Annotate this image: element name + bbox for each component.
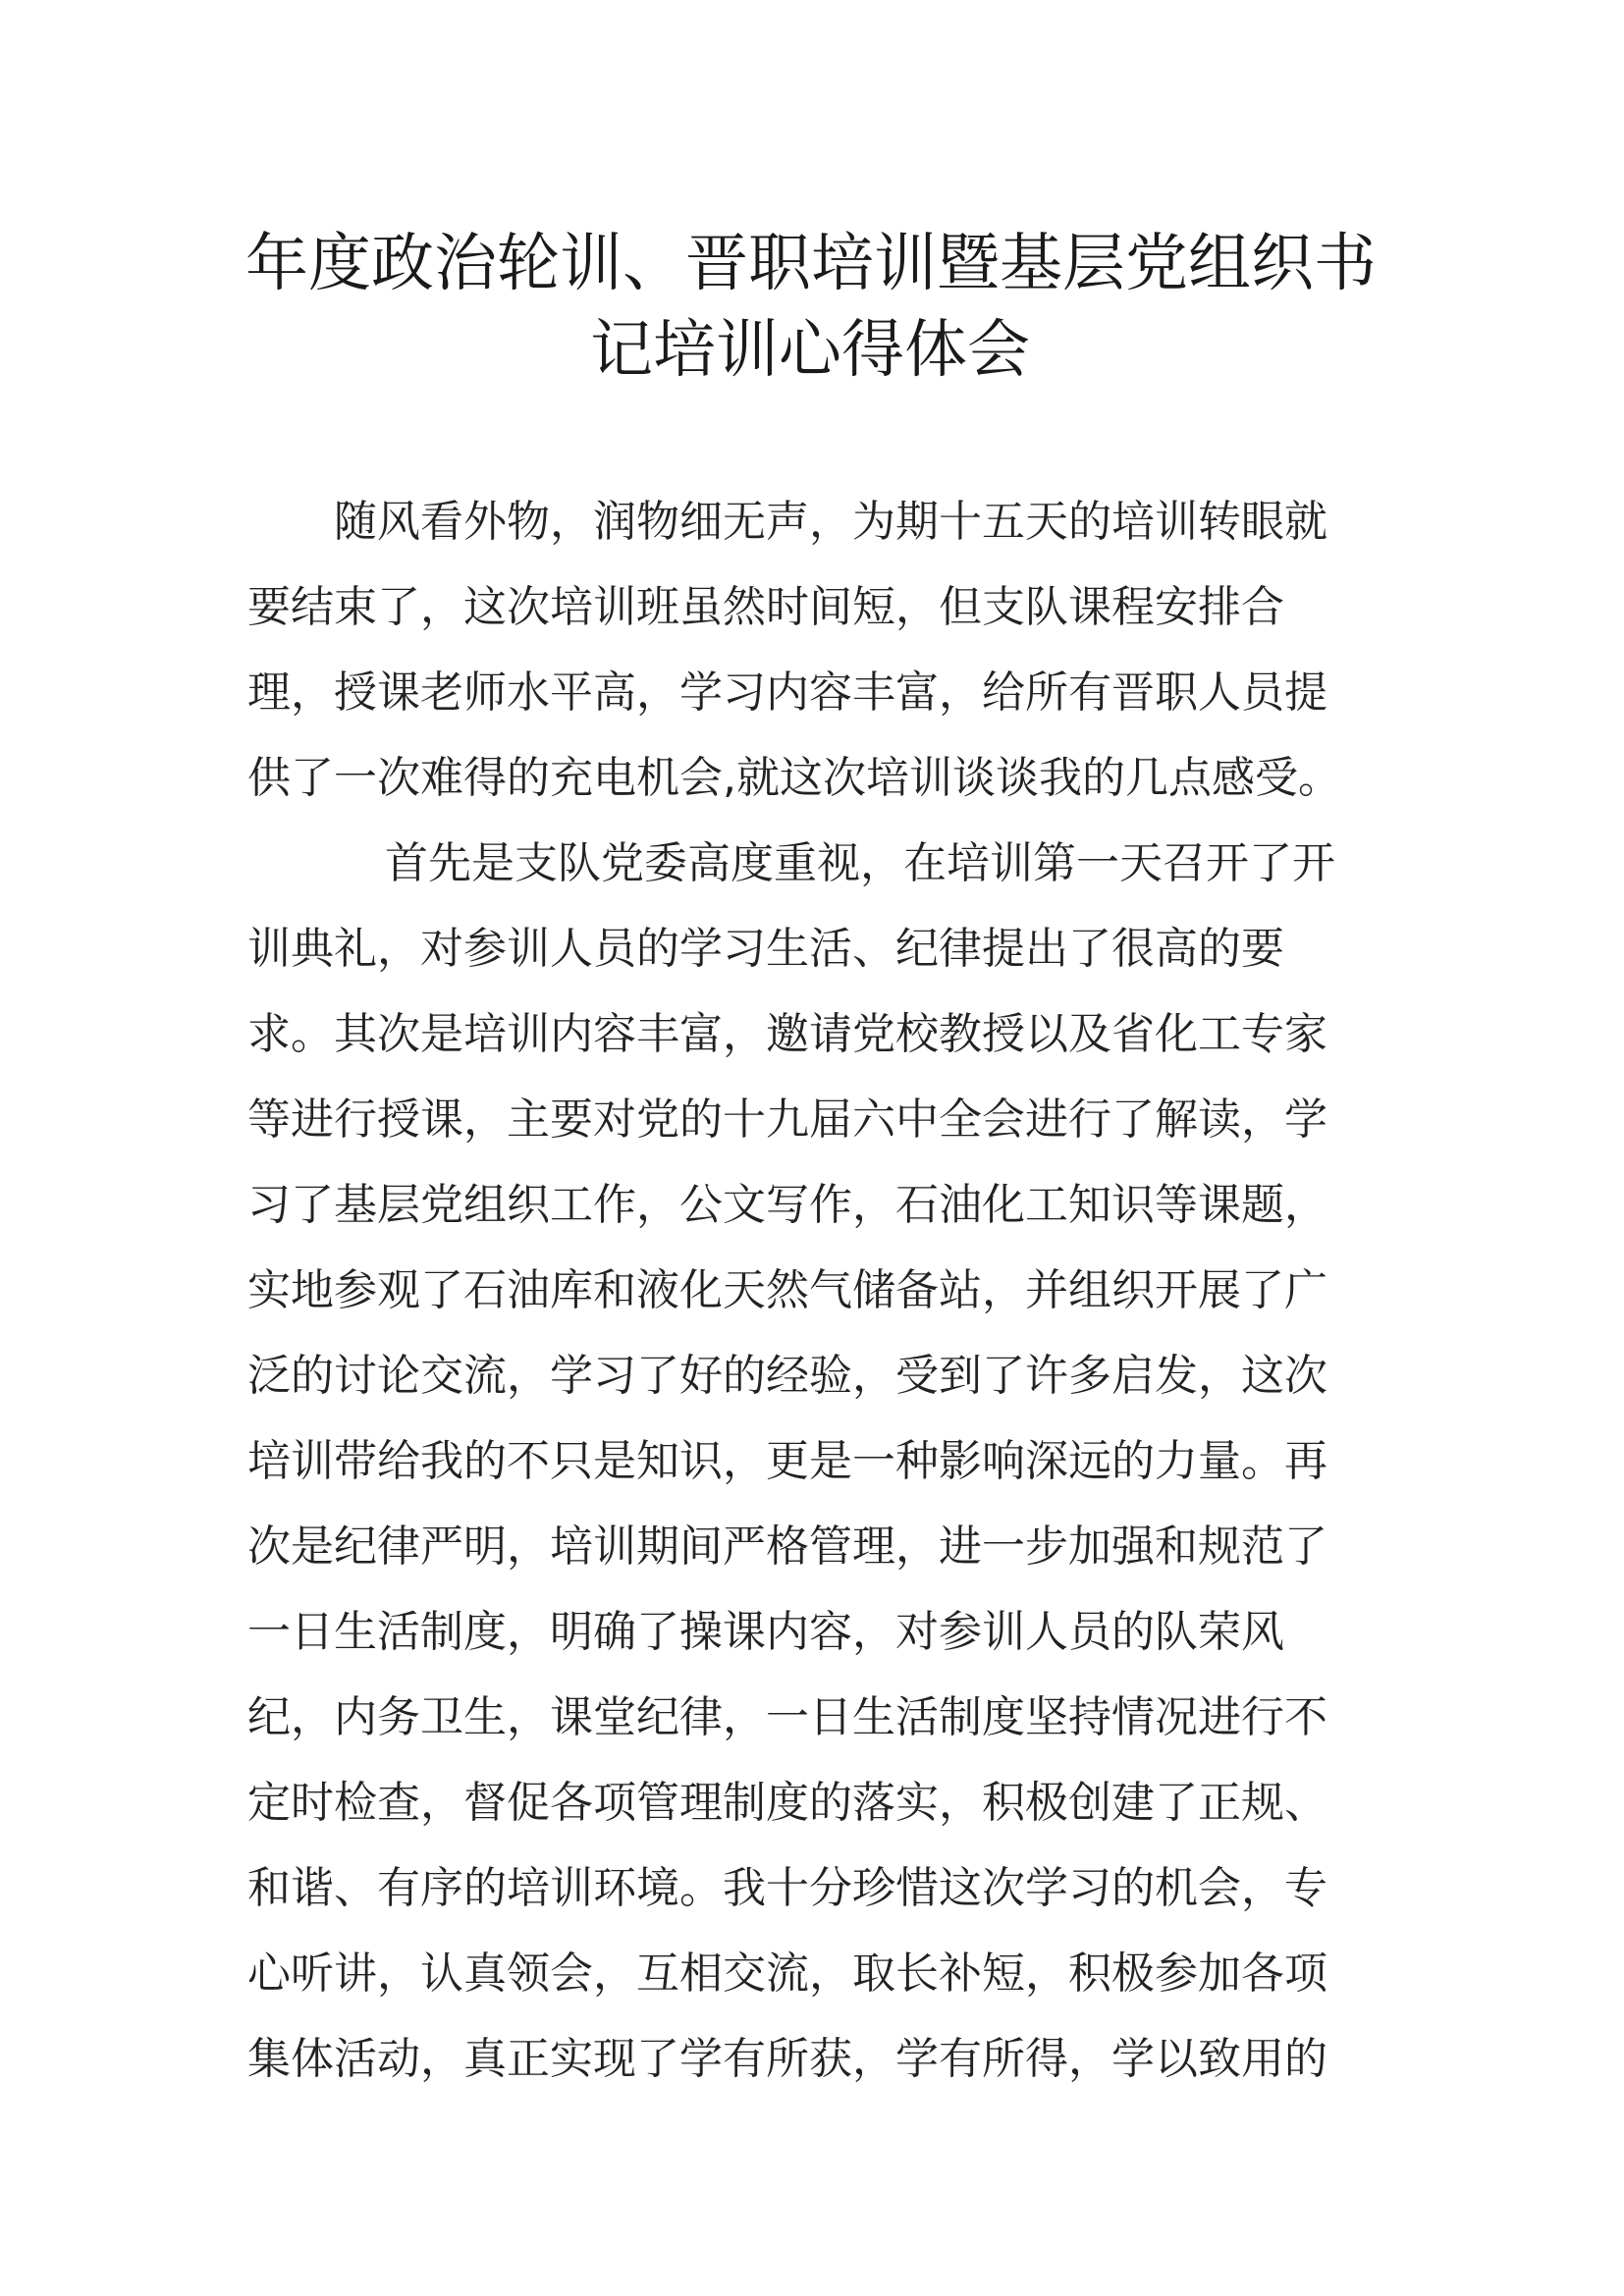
paragraph-1-line: 要结束了，这次培训班虽然时间短，但支队课程安排合 xyxy=(247,582,1284,632)
title-line-2: 记培训心得体会 xyxy=(590,314,1030,387)
paragraph-2-line: 心听讲，认真领会，互相交流，取长补短，积极参加各项 xyxy=(247,1949,1327,1999)
paragraph-2-line: 求。其次是培训内容丰富，邀请党校教授以及省化工专家 xyxy=(247,1009,1327,1059)
paragraph-2-line: 实地参观了石油库和液化天然气储备站，并组织开展了广 xyxy=(247,1265,1327,1315)
paragraph-2-line: 等进行授课，主要对党的十九届六中全会进行了解读，学 xyxy=(247,1095,1327,1145)
paragraph-2-line: 习了基层党组织工作，公文写作，石油化工知识等课题， xyxy=(247,1180,1327,1230)
paragraph-2-line: 首先是支队党委高度重视，在培训第一天召开了开 xyxy=(385,838,1335,888)
paragraph-2-line: 培训带给我的不只是知识，更是一种影响深远的力量。再 xyxy=(247,1436,1327,1486)
paragraph-2-line: 纪，内务卫生，课堂纪律，一日生活制度坚持情况进行不 xyxy=(247,1692,1327,1742)
document-body xyxy=(247,479,1367,2102)
paragraph-1-line: 供了一次难得的充电机会,就这次培训谈谈我的几点感受。 xyxy=(247,753,1341,803)
paragraph-2-line: 训典礼，对参训人员的学习生活、纪律提出了很高的要 xyxy=(247,924,1284,974)
paragraph-1-line: 理，授课老师水平高，学习内容丰富，给所有晋职人员提 xyxy=(247,667,1327,718)
title-line-1: 年度政治轮训、晋职培训暨基层党组织书 xyxy=(245,228,1377,300)
paragraph-1-line: 随风看外物，润物细无声，为期十五天的培训转眼就 xyxy=(334,497,1327,547)
paragraph-2-line: 集体活动，真正实现了学有所获，学有所得，学以致用的 xyxy=(247,2034,1327,2084)
paragraph-2-line: 定时检查，督促各项管理制度的落实，积极创建了正规、 xyxy=(247,1778,1327,1828)
document-title xyxy=(245,221,1375,394)
paragraph-2-line: 次是纪律严明，培训期间严格管理，进一步加强和规范了 xyxy=(247,1522,1327,1572)
paragraph-2-line: 一日生活制度，明确了操课内容，对参训人员的队荣风 xyxy=(247,1607,1284,1657)
paragraph-2-line: 和谐、有序的培训环境。我十分珍惜这次学习的机会，专 xyxy=(247,1863,1327,1913)
paragraph-2-line: 泛的讨论交流，学习了好的经验，受到了许多启发，这次 xyxy=(247,1351,1327,1401)
